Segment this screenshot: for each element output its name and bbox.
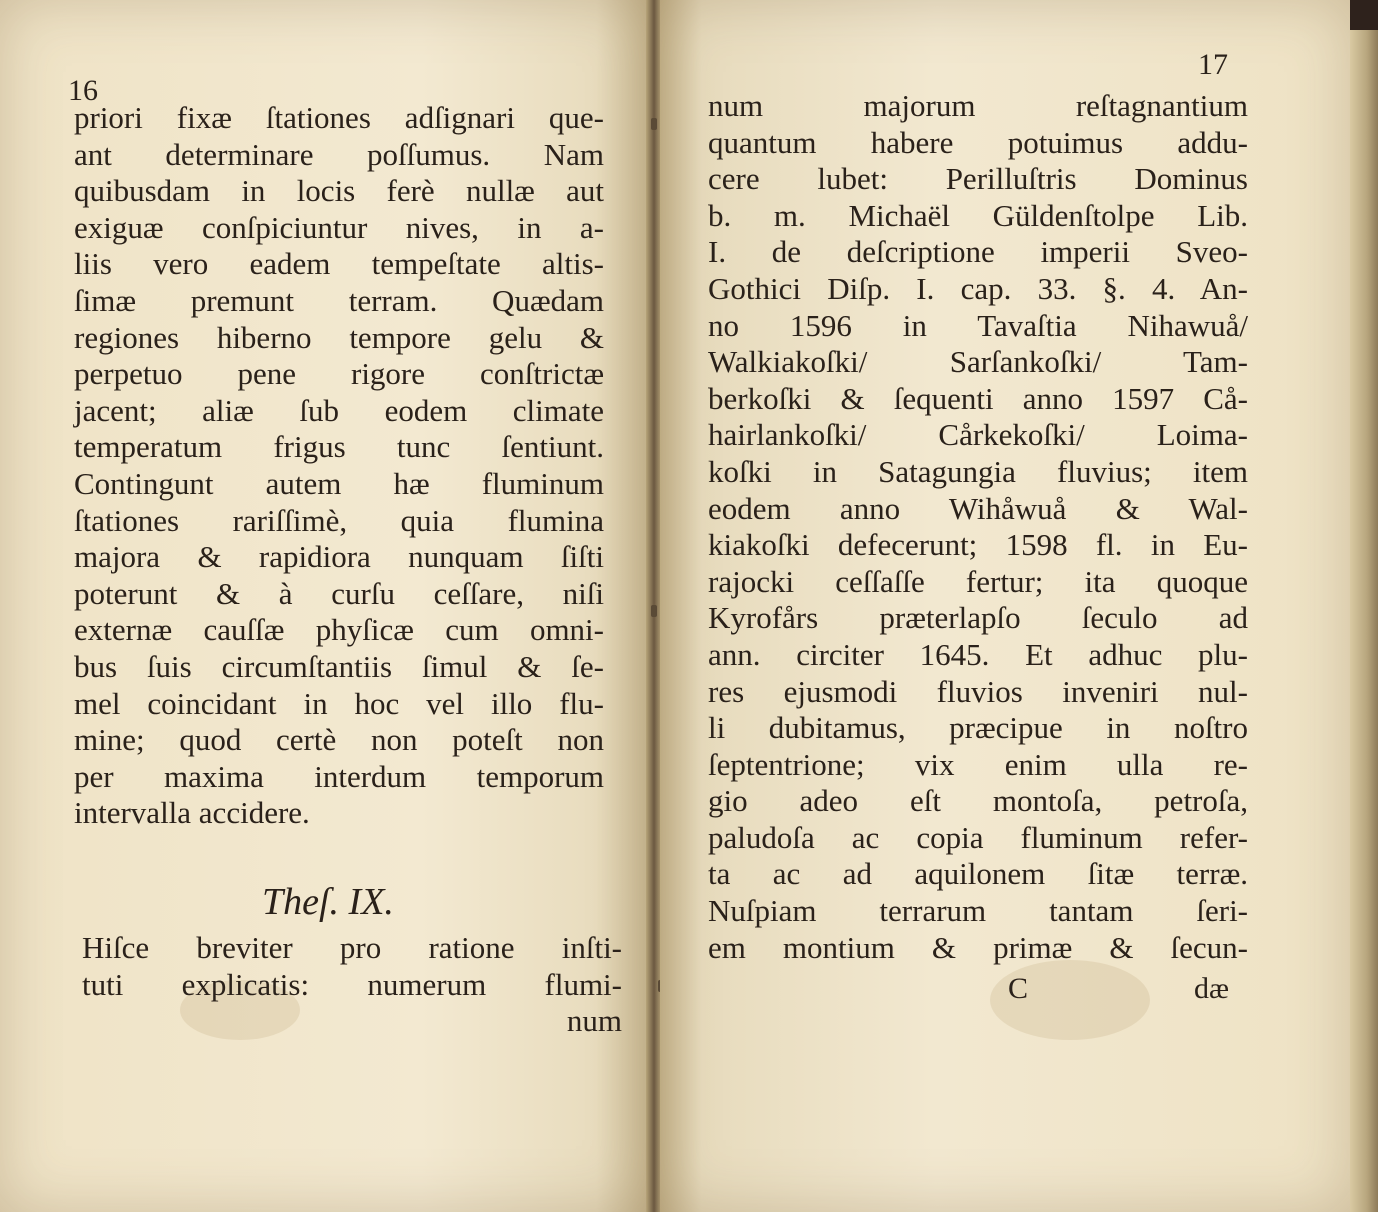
text-line: gio adeo eſt montoſa, petroſa, [708, 783, 1248, 819]
text-line: berkoſki & ſequenti anno 1597 Cå- [708, 380, 1248, 416]
text-line: rajocki ceſſaſſe fertur; ita quoque [708, 563, 1248, 599]
text-line: b. m. Michaël Güldenſtolpe Lib. [708, 197, 1248, 233]
text-line: Nuſpiam terrarum tantam ſeri- [708, 893, 1248, 929]
text-line: kiakoſki defecerunt; 1598 fl. in Eu- [708, 527, 1248, 563]
page-edges [1350, 30, 1378, 1212]
text-line: Walkiakoſki/ Sarſankoſki/ Tam- [708, 344, 1248, 380]
left-body-text-continued [82, 930, 622, 1040]
text-line: jacent; aliæ ſub eodem climate [74, 392, 604, 428]
left-page [0, 0, 648, 1212]
text-line: no 1596 in Tavaſtia Nihawuå/ [708, 307, 1248, 343]
left-page-number: 16 [68, 74, 98, 107]
text-line: quibusdam in locis ferè nullæ aut [74, 173, 604, 209]
text-line: ta ac ad aquilonem ſitæ terræ. [708, 856, 1248, 892]
text-line: exiguæ conſpiciuntur nives, in a- [74, 209, 604, 245]
text-line: Hiſce breviter pro ratione inſti- [82, 930, 622, 965]
text-line: poterunt & à curſu ceſſare, niſi [74, 575, 604, 611]
text-line: Contingunt autem hæ fluminum [74, 465, 604, 501]
text-line: num majorum reſtagnantium [708, 88, 1248, 123]
text-line: res ejusmodi fluvios inveniri nul- [708, 673, 1248, 709]
text-line: eodem anno Wihåwuå & Wal- [708, 490, 1248, 526]
text-line: I. de deſcriptione imperii Sveo- [708, 234, 1248, 270]
text-line: li dubitamus, præcipue in noſtro [708, 710, 1248, 746]
binding-stitch [651, 118, 657, 130]
signature-mark: C [1008, 972, 1029, 1005]
text-line: Kyrofårs præterlapſo ſeculo ad [708, 600, 1248, 636]
text-line: ann. circiter 1645. Et adhuc plu- [708, 636, 1248, 672]
text-line: perpetuo pene rigore conſtrictæ [74, 356, 604, 392]
text-line: regiones hiberno tempore gelu & [74, 319, 604, 355]
right-body-text [708, 88, 1248, 966]
text-line: ſeptentrione; vix enim ulla re- [708, 746, 1248, 782]
text-line: bus ſuis circumſtantiis ſimul & ſe- [74, 648, 604, 684]
text-line: tuti explicatis: numerum flumi- [82, 966, 622, 1002]
right-page-number: 17 [1198, 48, 1228, 81]
text-line: intervalla accidere. [74, 795, 310, 831]
left-body-text [74, 100, 604, 832]
text-line: majora & rapidiora nunquam ſiſti [74, 539, 604, 575]
text-line: cere lubet: Perilluſtris Dominus [708, 161, 1248, 197]
text-line: externæ cauſſæ phyſicæ cum omni- [74, 612, 604, 648]
text-line: ſtationes rariſſimè, quia flumina [74, 502, 604, 538]
text-line: koſki in Satagungia fluvius; item [708, 453, 1248, 489]
catchword: dæ [1194, 972, 1230, 1005]
text-line: priori fixæ ſtationes adſignari que- [74, 100, 604, 135]
text-line: hairlankoſki/ Cårkekoſki/ Loima- [708, 417, 1248, 453]
text-line: Gothici Diſp. I. cap. 33. §. 4. An- [708, 270, 1248, 306]
section-heading: Theſ. IX. [262, 881, 394, 923]
text-line: mel coincidant in hoc vel illo flu- [74, 685, 604, 721]
text-line: temperatum frigus tunc ſentiunt. [74, 429, 604, 465]
binding-stitch [651, 605, 657, 617]
text-line: per maxima interdum temporum [74, 758, 604, 794]
right-page [660, 0, 1350, 1212]
text-line: ant determinare poſſumus. Nam [74, 136, 604, 172]
text-line: quantum habere potuimus addu- [708, 124, 1248, 160]
text-line: em montium & primæ & ſecun- [708, 929, 1248, 965]
text-line: liis vero eadem tempeſtate altis- [74, 246, 604, 282]
text-line: ſimæ premunt terram. Quædam [74, 282, 604, 318]
text-line: paludoſa ac copia fluminum refer- [708, 819, 1248, 855]
catchword: num [566, 1003, 622, 1039]
text-line: mine; quod certè non poteſt non [74, 722, 604, 758]
